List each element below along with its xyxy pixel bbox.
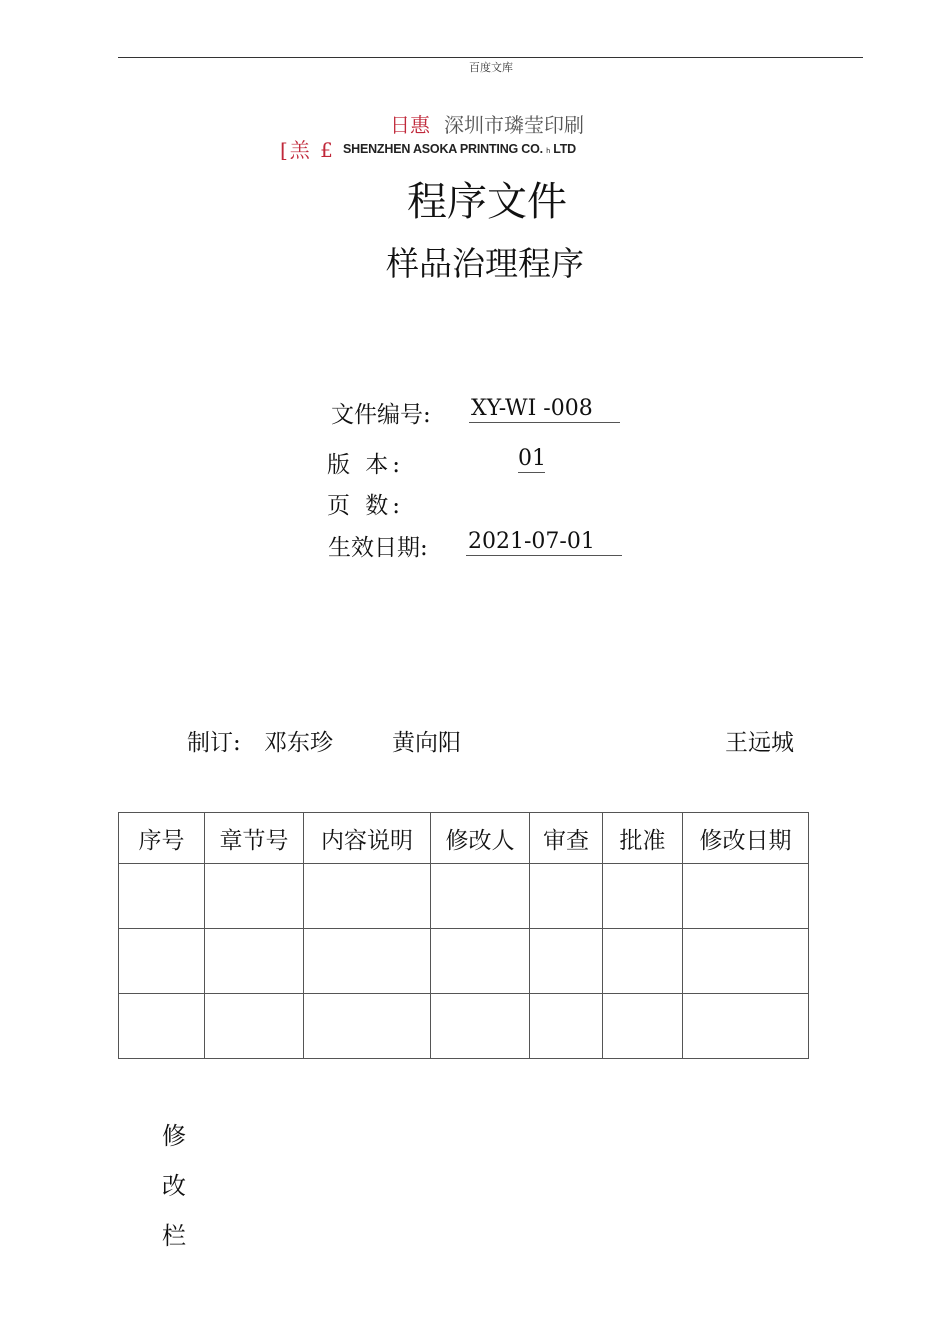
table-cell xyxy=(683,929,809,994)
table-cell xyxy=(603,994,683,1059)
table-cell xyxy=(431,864,530,929)
header-approved-by: 批准 xyxy=(603,813,683,864)
table-header-row xyxy=(119,813,809,864)
company-name-en-main: SHENZHEN ASOKA PRINTING CO. xyxy=(343,142,547,156)
version-underline xyxy=(518,472,545,473)
document-type-title: 程序文件 xyxy=(407,179,567,225)
revision-column-label-char-3: 栏 xyxy=(162,1222,186,1250)
company-name-en-suffix: LTD xyxy=(549,142,576,156)
effective-date-value: 2021-07-01 xyxy=(468,529,595,554)
logo-mark-bottom: [羔 £ xyxy=(280,138,335,162)
preparer-name-2: 黄向阳 xyxy=(392,730,461,756)
table-cell xyxy=(304,864,431,929)
table-cell xyxy=(431,994,530,1059)
table-cell xyxy=(205,864,304,929)
table-cell xyxy=(205,994,304,1059)
table-cell xyxy=(683,864,809,929)
table-cell xyxy=(431,929,530,994)
table-cell xyxy=(603,864,683,929)
prepared-label: 制订: xyxy=(187,730,241,756)
header-title: 百度文库 xyxy=(469,61,513,74)
preparer-name-1: 邓东珍 xyxy=(264,730,333,756)
revision-column-label-char-2: 改 xyxy=(162,1172,186,1200)
table-cell xyxy=(530,864,603,929)
pages-label: 页 数: xyxy=(327,493,405,519)
header-rule xyxy=(118,57,863,58)
company-name-en xyxy=(343,142,576,156)
doc-number-underline xyxy=(469,422,620,423)
revision-column-label-char-1: 修 xyxy=(162,1122,186,1150)
logo-mark-top: 日惠 xyxy=(390,113,430,137)
table-row xyxy=(119,994,809,1059)
table-cell xyxy=(119,929,205,994)
table-cell xyxy=(530,929,603,994)
table-cell xyxy=(205,929,304,994)
header-content-description: 内容说明 xyxy=(304,813,431,864)
table-cell xyxy=(304,929,431,994)
table-cell xyxy=(304,994,431,1059)
revision-table xyxy=(118,812,809,1059)
doc-number-label: 文件编号: xyxy=(331,402,431,428)
version-value: 01 xyxy=(518,446,546,471)
preparer-name-3: 王远城 xyxy=(725,730,794,756)
table-row xyxy=(119,864,809,929)
header-modified-by: 修改人 xyxy=(431,813,530,864)
effective-date-underline xyxy=(466,555,622,556)
table-cell xyxy=(683,994,809,1059)
table-cell xyxy=(119,864,205,929)
company-name-en-small: h xyxy=(546,148,550,155)
effective-date-label: 生效日期: xyxy=(328,535,428,561)
table-row xyxy=(119,929,809,994)
table-cell xyxy=(530,994,603,1059)
document-name-title: 样品治理程序 xyxy=(386,244,584,283)
header-reviewed-by: 审查 xyxy=(530,813,603,864)
table-cell xyxy=(119,994,205,1059)
version-label: 版 本: xyxy=(327,452,405,478)
table-cell xyxy=(603,929,683,994)
header-revision-date: 修改日期 xyxy=(683,813,809,864)
header-serial-no: 序号 xyxy=(119,813,205,864)
company-name-cn: 深圳市璘莹印刷 xyxy=(444,113,584,137)
header-section-no: 章节号 xyxy=(205,813,304,864)
doc-number-value: XY-WI -008 xyxy=(471,396,593,421)
